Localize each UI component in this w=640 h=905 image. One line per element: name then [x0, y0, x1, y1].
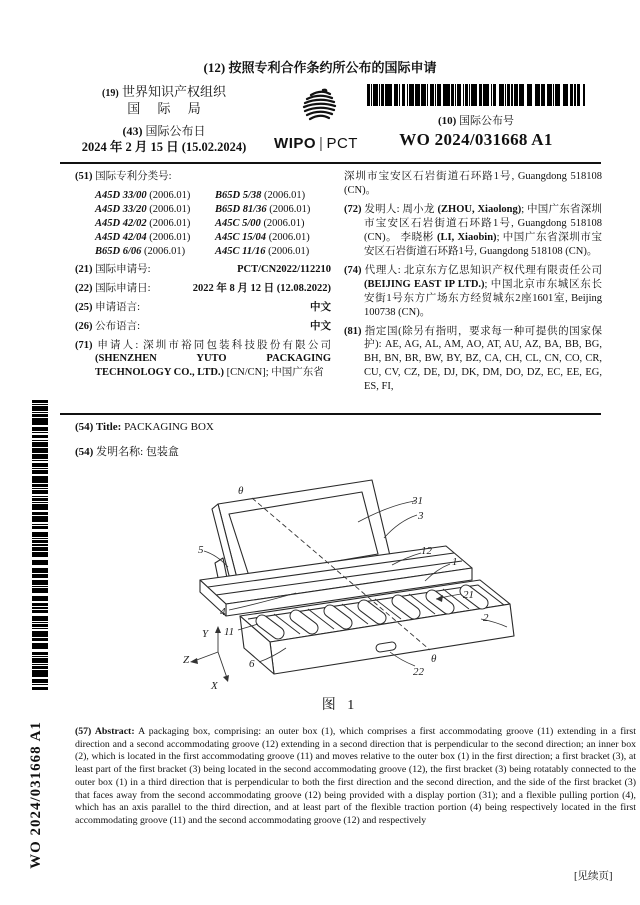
pct-text: PCT — [326, 135, 358, 152]
fig-label-5: 5 — [198, 544, 204, 556]
org-name-line — [58, 84, 270, 101]
fig-label-22: 22 — [413, 666, 424, 678]
horizontal-rule-top — [60, 162, 601, 164]
invention-title-cn: 包装盒 — [145, 446, 179, 458]
entry-application-number: (21) 国际申请号: PCT/CN2022/112210 — [75, 263, 331, 275]
wipo-text: WIPO — [274, 135, 317, 152]
barcode-top — [367, 84, 585, 106]
intl-bureau: 国 际 局 — [127, 100, 208, 116]
fig-axes — [194, 630, 227, 678]
entry-publication-language: (26) 公布语言: 中文 — [75, 320, 331, 332]
fig-label-axis-z: Z — [183, 654, 190, 666]
doc-kind-line: (12) 按照专利合作条约所公布的国际申请 — [203, 60, 437, 75]
figure-1-drawing — [128, 462, 538, 702]
inventor-1-name-en: (ZHOU, Xiaolong) — [437, 203, 522, 215]
title-chinese-line: (54) 发明名称: 包装盒 — [75, 446, 179, 458]
barcode-left-vertical — [32, 400, 48, 690]
designated-states-list: AE, AG, AL, AM, AO, AT, AU, AZ, BA, BB, BG, BH, BN, BR, BW, BY, BZ, CA, CH, CL, CN, CO, CR, CU, CV, CZ, DE, DJ, DK, DM, DO, DZ, EC, EE, EG, ES, FI, — [364, 339, 602, 393]
entry-inventors: (72) 发明人: 周小龙 (ZHOU, Xiaolong); 中国广东省深圳市宝安区石岩街道石环路1号, Guangdong 518108 (CN)。 李晓彬 (LI, Xiaobin); 中国广东省深圳市宝安区石岩街道石环路1号, Guangdong 518108 (CN)。 — [344, 203, 603, 257]
ipc-cell: B65D 5/38 (2006.01) — [215, 189, 306, 201]
pub-date: 2024 年 2 月 15 日 (15.02.2024) — [81, 140, 247, 155]
filing-language: 中文 — [310, 301, 331, 313]
org-name: 世界知识产权组织 — [121, 84, 226, 99]
fig-label-2: 2 — [483, 612, 489, 624]
fig-label-theta-top: θ — [238, 485, 244, 497]
wipo-pct-wordmark — [266, 135, 366, 152]
pub-date-label: 国际公布日 — [145, 123, 206, 138]
ipc-cell: A45C 11/16 (2006.01) — [215, 245, 310, 257]
entry-filing-language: (25) 申请语言: 中文 — [75, 301, 331, 313]
entry-agent: (74) 代理人: 北京东方亿思知识产权代理有限责任公司 (BEIJING EAST IP LTD.); 中国北京市东城区东长安街1号东方广场东方经贸城东2座1601室, Beijing 100738 (CN)。 — [344, 264, 603, 318]
applicant-address-continuation: 深圳市宝安区石岩街道石环路1号, Guangdong 518108 (CN)。 — [344, 171, 602, 196]
entry-filing-date: (22) 国际申请日: 2022 年 8 月 12 日 (12.08.2022) — [75, 282, 331, 294]
abstract-text: A packaging box, comprising: an outer box (1), which comprises a first accommodating groove (11) extending in a first direction and a second accommodating groove (12) extending in a second direction that is perpendicular to the second direction; an inner box (2), which is located in the first accommodating groove (11) and moves relative to the outer box (1) in the first direction; a first bracket (3), at least part of the first bracket (3) being located in the second accommodating groove (12), the first bracket (3) being rotatably connected to the outer box (1) in a third direction that is perpendicular to both the first direction and the second direction, and the side of the first bracket (3) that faces away from the second accommodating groove (12) being provided with a display portion (31); and a flexible pulling portion (4), which has an axis parallel to the third direction, and at least part of the flexible traction portion (4) being respectively located in the first accommodating groove (11) and the second accommodating groove (12) and respectively — [75, 726, 636, 827]
org-block — [58, 84, 270, 156]
inid-10: (10) — [437, 115, 457, 127]
fig-label-31: 31 — [412, 495, 423, 507]
fig-label-6: 6 — [249, 658, 255, 670]
applicant-name-en: (SHENZHEN YUTO PACKAGING TECHNOLOGY CO., LTD.) — [95, 353, 331, 379]
fig-label-4: 4 — [220, 606, 226, 618]
sidebar-publication-number: WO 2024/031668 A1 — [28, 721, 44, 869]
agent-name-en: (BEIJING EAST IP LTD.) — [364, 278, 485, 290]
fig-label-11: 11 — [224, 626, 235, 638]
inid-43: (43) — [122, 123, 143, 138]
entry-applicant: (71) 申请人: 深圳市裕同包装科技股份有限公司 (SHENZHEN YUTO PACKAGING TECHNOLOGY CO., LTD.) [CN/CN]; 中国广东省 — [75, 339, 332, 379]
bibliography — [75, 170, 602, 399]
continuation-note: [见续页] — [574, 871, 613, 882]
ipc-code-grid — [75, 189, 331, 259]
ipc-cell: A45D 42/02 (2006.01) — [95, 217, 191, 229]
fig-label-axis-x: X — [211, 680, 218, 692]
fig-label-1: 1 — [452, 556, 458, 568]
inid-51: (51) — [75, 171, 93, 182]
ipc-label: 国际专利分类号: — [95, 171, 172, 182]
entry-ipc — [75, 170, 331, 184]
publication-number-block — [367, 112, 585, 150]
pub-no-label-line — [367, 112, 585, 128]
fig-label-theta-bottom: θ — [431, 653, 437, 665]
ipc-cell: A45D 33/20 (2006.01) — [95, 203, 191, 215]
wipo-logo-icon — [293, 86, 339, 128]
ipc-cell: A45D 33/00 (2006.01) — [95, 189, 191, 201]
publication-number: WO 2024/031668 A1 — [399, 130, 553, 149]
fig-label-axis-y: Y — [202, 628, 209, 640]
wordmark-separator: | — [319, 135, 324, 152]
fig-label-12: 12 — [421, 545, 432, 557]
inventor-2-name-cn: 李晓彬 — [400, 231, 438, 243]
ipc-cell: A45C 15/04 (2006.01) — [215, 231, 310, 243]
pub-date-label-line — [58, 124, 270, 140]
publication-language: 中文 — [310, 320, 331, 332]
fig-label-3: 3 — [418, 510, 424, 522]
horizontal-rule-title — [60, 413, 601, 415]
applicant-name-cn: 深圳市裕同包装科技股份有限公司 — [143, 339, 332, 351]
inventor-1-name-cn: 周小龙 — [402, 203, 438, 215]
inventor-2-name-en: (LI, Xiaobin) — [437, 231, 497, 243]
title-english-line: (54) Title: PACKAGING BOX — [75, 421, 214, 433]
application-number: PCT/CN2022/112210 — [237, 263, 331, 275]
ipc-cell: B65D 6/06 (2006.01) — [95, 245, 186, 257]
wipo-logo — [266, 86, 366, 152]
filing-date: 2022 年 8 月 12 日 (12.08.2022) — [192, 282, 331, 294]
biblio-left-column — [75, 170, 331, 399]
abstract-paragraph: (57) Abstract: A packaging box, comprising: an outer box (1), which comprises a first accommodating groove (11) extending in a first direction and a second accommodating groove (12) extending in a second direction that is perpendicular to the second direction; an inner box (2), which is located in the first accommodating groove (11) and moves relative to the outer box (1) in the first direction; a first bracket (3), at least part of the first bracket (3) being located in the second accommodating groove (12), the first bracket (3) being rotatably connected to the outer box (1) in a third direction that is perpendicular to both the first direction and the second direction, and the side of the first bracket (3) that faces away from the second accommodating groove (12) being provided with a display portion (31); and a flexible pulling portion (4), which has an axis parallel to the third direction, and at least part of the flexible traction portion (4) being respectively located in the first accommodating groove (11) and the second accommodating groove (12) and respectively — [75, 726, 636, 827]
agent-name-cn: 北京东方亿思知识产权代理有限责任公司 — [403, 264, 603, 276]
figure-caption: 图 1 — [321, 698, 359, 713]
invention-title-en: PACKAGING BOX — [124, 421, 214, 433]
fig-label-21: 21 — [463, 589, 474, 601]
ipc-cell: A45C 5/00 (2006.01) — [215, 217, 305, 229]
ipc-cell: A45D 42/04 (2006.01) — [95, 231, 191, 243]
biblio-right-column — [344, 170, 602, 399]
inid-19: (19) — [102, 88, 119, 99]
pub-no-label: 国际公布号 — [459, 115, 515, 127]
ipc-cell: B65D 81/36 (2006.01) — [215, 203, 311, 215]
entry-designated-states: (81) 指定国(除另有指明，要求每一种可提供的国家保护): AE, AG, AL, AM, AO, AT, AU, AZ, BA, BB, BG, BH, BN, BR, BW, BY, BZ, CA, CH, CL, CN, CO, CR, CU, CV, CZ, DE, DJ, DK, DM, DO, DZ, EC, EE, EG, ES, FI, — [344, 325, 603, 393]
